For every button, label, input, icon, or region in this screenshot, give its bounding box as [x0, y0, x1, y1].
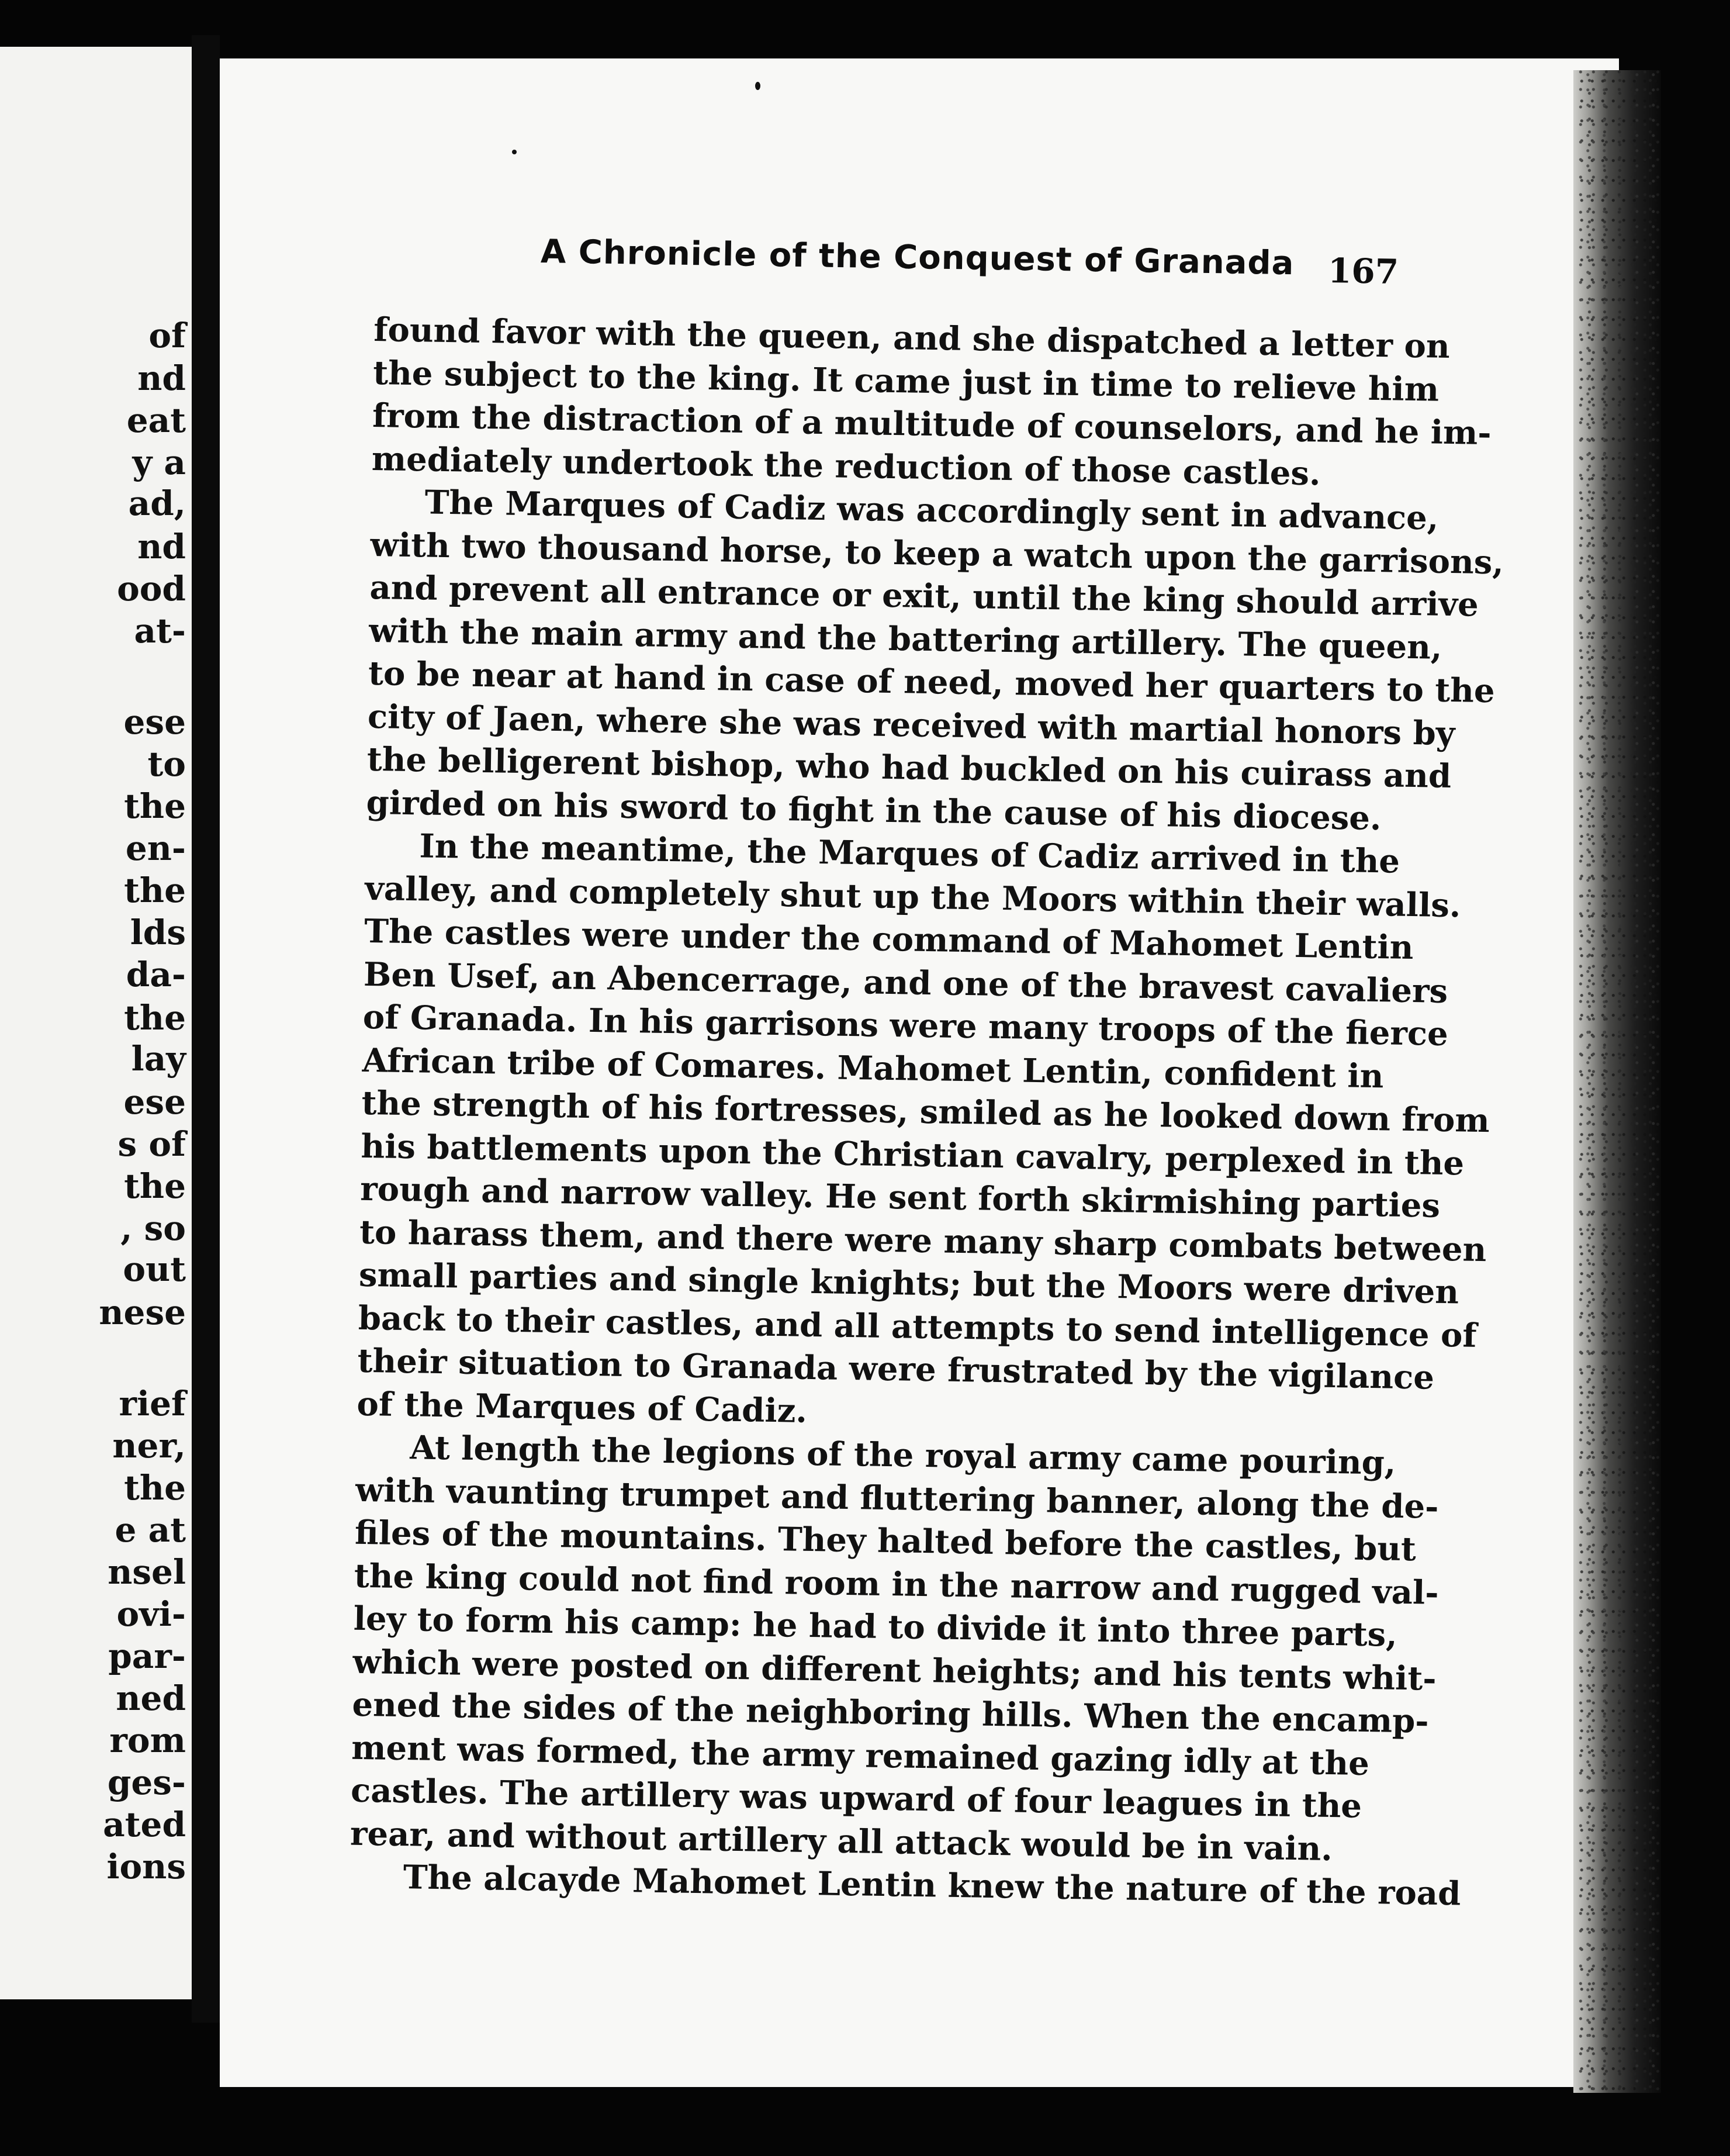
text-line: back to their castles, and all attempts to send intelligence of — [358, 1298, 1478, 1355]
speck-upper-left — [512, 150, 517, 154]
left-page-fragment: ges- — [107, 1763, 186, 1802]
text-line: to harass them, and there were many sharp combats between — [359, 1212, 1487, 1269]
text-line: The Marques of Cadiz was accordingly sent in advance, — [424, 483, 1439, 538]
body-text — [349, 309, 1504, 1914]
text-line: The alcayde Mahomet Lentin knew the nature of the road — [403, 1858, 1461, 1913]
text-line: Ben Usef, an Abencerrage, and one of the bravest cavaliers — [363, 955, 1448, 1011]
left-page-fragment: the — [124, 1166, 186, 1206]
text-line: In the meantime, the Marques of Cadiz arrived in the — [419, 827, 1400, 881]
text-line: city of Jaen, where she was received with martial honors by — [367, 697, 1455, 753]
text-line: rough and narrow valley. He sent forth skirmishing parties — [359, 1169, 1441, 1225]
running-head: A Chronicle of the Conquest of Granada — [540, 233, 1295, 283]
text-line: the king could not find room in the narrow and rugged val- — [354, 1556, 1440, 1612]
left-page-fragment: da- — [126, 955, 186, 994]
left-page-fragment: rief — [119, 1384, 186, 1423]
text-line: ley to form his camp: he had to divide it into three parts, — [353, 1599, 1398, 1654]
text-line: with the main army and the battering artillery. The queen, — [368, 611, 1442, 667]
left-page-fragment: ned — [116, 1678, 186, 1718]
text-line: mediately undertook the reduction of those castles. — [371, 439, 1321, 493]
text-line: ment was formed, the army remained gazing idly at the — [351, 1728, 1370, 1783]
left-page-fragment: the — [124, 870, 186, 910]
text-line: from the distraction of a multitude of counselors, and he im- — [372, 396, 1492, 453]
text-line: African tribe of Comares. Mahomet Lentin, confident in — [362, 1041, 1384, 1096]
left-page-fragment: ad, — [128, 483, 186, 523]
text-line: ened the sides of the neighboring hills. When the encamp- — [351, 1685, 1430, 1741]
text-line: valley, and completely shut up the Moors within their walls. — [364, 869, 1461, 925]
text-line: and prevent all entrance or exit, until the king should arrive — [369, 568, 1479, 624]
left-page-fragment: lds — [130, 913, 186, 952]
left-page-fragment: ese — [123, 702, 186, 742]
left-page-fragment: nsel — [108, 1552, 186, 1592]
text-line: the strength of his fortresses, smiled as he looked down from — [361, 1083, 1490, 1141]
left-page-fragment: en- — [125, 828, 186, 868]
left-page-fragment: the — [124, 1468, 186, 1508]
text-line: of Granada. In his garrisons were many troops of the fierce — [362, 997, 1449, 1054]
text-line: their situation to Granada were frustrated by the vigilance — [357, 1341, 1435, 1397]
speck-top — [755, 82, 760, 90]
left-page-fragment: , so — [120, 1208, 186, 1248]
text-line: girded on his sword to fight in the cause of his diocese. — [366, 783, 1382, 838]
text-line: small parties and single knights; but the Moors were driven — [358, 1255, 1459, 1312]
left-page-fragment: y a — [132, 443, 186, 482]
text-line: At length the legions of the royal army came pouring, — [409, 1428, 1396, 1483]
left-page-fragment: lay — [131, 1039, 186, 1079]
left-page-fragment: e at — [115, 1510, 186, 1550]
left-page-fragment: ated — [103, 1805, 186, 1844]
left-page-fragment: of — [148, 316, 186, 355]
left-page-fragment: ood — [117, 569, 186, 609]
text-line: the subject to the king. It came just in time to relieve him — [372, 353, 1440, 409]
text-line: of the Marques of Cadiz. — [357, 1384, 808, 1431]
left-page-fragment: to — [147, 744, 186, 784]
left-page-fragment: at- — [134, 611, 186, 651]
left-page-fragment: ese — [123, 1082, 186, 1122]
text-line: with two thousand horse, to keep a watch upon the garrisons, — [370, 525, 1504, 582]
left-page-fragment: ner, — [112, 1426, 186, 1466]
left-facing-page — [0, 47, 192, 1999]
text-line: The castles were under the command of Mahomet Lentin — [364, 911, 1414, 968]
left-page-gutter — [192, 35, 220, 2023]
left-page-fragment: nd — [137, 358, 186, 398]
left-page-fragment: par- — [108, 1636, 186, 1676]
left-page-fragment: the — [124, 998, 186, 1038]
text-line: found favor with the queen, and she dispatched a letter on — [373, 310, 1451, 366]
text-line: with vaunting trumpet and fluttering banner, along the de- — [355, 1470, 1439, 1526]
left-page-fragment: ovi- — [116, 1594, 186, 1634]
page-number: 167 — [1327, 251, 1399, 292]
text-line: his battlements upon the Christian cavalry, perplexed in the — [360, 1127, 1465, 1183]
text-line: to be near at hand in case of need, moved her quarters to the — [368, 654, 1496, 711]
text-line: rear, and without artillery all attack would be in vain. — [350, 1814, 1333, 1868]
text-line: the belligerent bishop, who had buckled on his cuirass and — [366, 740, 1452, 796]
left-page-fragment: eat — [126, 400, 186, 440]
left-page-fragment: s of — [117, 1124, 186, 1164]
page-edge-speckle — [1578, 70, 1660, 2093]
left-page-fragment: ions — [106, 1847, 186, 1887]
left-page-fragment: nese — [99, 1293, 186, 1332]
text-line: files of the mountains. They halted before the castles, but — [354, 1513, 1417, 1569]
left-page-fragment: rom — [109, 1720, 186, 1760]
left-page-fragment: nd — [137, 527, 186, 566]
text-line: castles. The artillery was upward of four leagues in the — [350, 1771, 1362, 1826]
left-page-fragment: the — [124, 786, 186, 826]
left-page-fragment: out — [123, 1249, 186, 1289]
text-line: which were posted on different heights; and his tents whit- — [352, 1642, 1437, 1698]
